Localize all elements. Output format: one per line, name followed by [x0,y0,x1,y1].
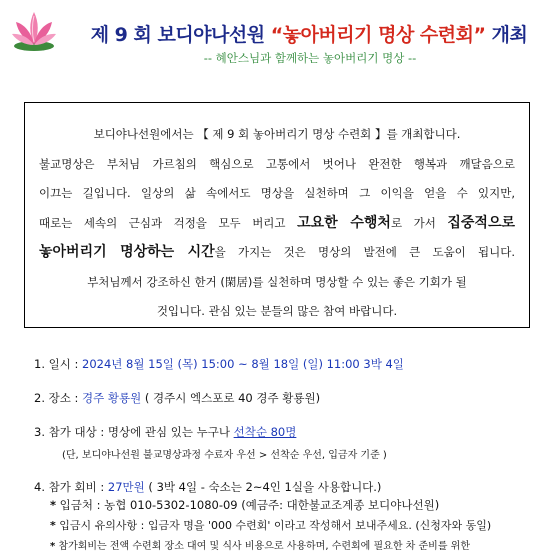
target-value: 선착순 80명 [233,425,297,439]
target-note: (단, 보디야나선원 불교명상과정 수료자 우선 > 선착순 우선, 입금자 기준 ) [62,450,387,461]
detail-fee: 4. 참가 회비 : 27만원 ( 3박 4일 - 숙소는 2~4인 1실을 사용합니다.) [34,480,382,494]
intro-line-2: 불교명상은 부처님 가르침의 핵심으로 고통에서 벗어나 완전한 행복과 깨달음으로 [39,156,515,171]
emphasis-letting-go-time: 놓아버리기 명상하는 시간 [39,244,215,260]
intro-line-6: 부처님께서 강조하신 한거 (閑居)를 실천하며 명상할 수 있는 좋은 기회가 될 [87,274,467,289]
intro-line-3: 이끄는 길입니다. 일상의 삶 속에서도 명상을 실천하며 그 이익을 얻을 수 있지만, [39,186,515,200]
date-value: 2024년 8월 15일 (목) 15:00 ~ 8월 18일 (일) 11:00 3박 4일 [82,357,404,371]
title-highlight: “놓아버리기 명상 수련회” [270,24,486,46]
fee-usage: * 참가회비는 전액 수련회 장소 대여 및 식사 비용으로 사용하며, 수련회에 필요한 차 준비를 위한 [50,541,470,552]
detail-date: 1. 일시 : 2024년 8월 15일 (목) 15:00 ~ 8월 18일 (일) 11:00 3박 4일 [34,357,404,371]
fee-value: 27만원 [107,480,145,494]
emphasis-intensive: 집중적으로 [447,214,515,231]
page-title: 제 9 회 보디야나선원 “놓아버리기 명상 수련회” 개최 [90,24,528,46]
intro-line-5: 놓아버리기 명상하는 시간을 가지는 것은 명상의 발전에 큰 도움이 됩니다. [39,244,515,260]
fee-notice: * 입금시 유의사항 : 입금자 명을 '000 수련회' 이라고 작성해서 보내주세요. (신청자와 동일) [50,519,492,532]
detail-target: 3. 참가 대상 : 명상에 관심 있는 누구나 선착순 80명 [34,425,297,439]
intro-line-4: 때로는 세속의 근심과 걱정을 모두 버리고 고요한 수행처로 가서 집중적으로 [39,214,515,231]
intro-line-1: 보디야나선원에서는 【 제 9 회 놓아버리기 명상 수련회 】를 개최합니다. [93,127,461,141]
place-value: 경주 황룡원 [82,391,142,405]
fee-account: * 입금처 : 농협 010-5302-1080-09 (예금주: 대한불교조계종 보디야나선원) [50,498,440,512]
detail-list [34,356,554,552]
intro-box [24,102,530,328]
lotus-icon [6,2,62,58]
detail-place: 2. 장소 : 경주 황룡원 ( 경주시 엑스포로 40 경주 황룡원) [34,391,321,405]
intro-line-7: 것입니다. 관심 있는 분들의 많은 참여 바랍니다. [156,304,398,318]
emphasis-quiet-place: 고요한 수행처 [297,214,391,231]
page-subtitle: -- 혜안스님과 함께하는 놓아버리기 명상 -- [203,51,417,65]
